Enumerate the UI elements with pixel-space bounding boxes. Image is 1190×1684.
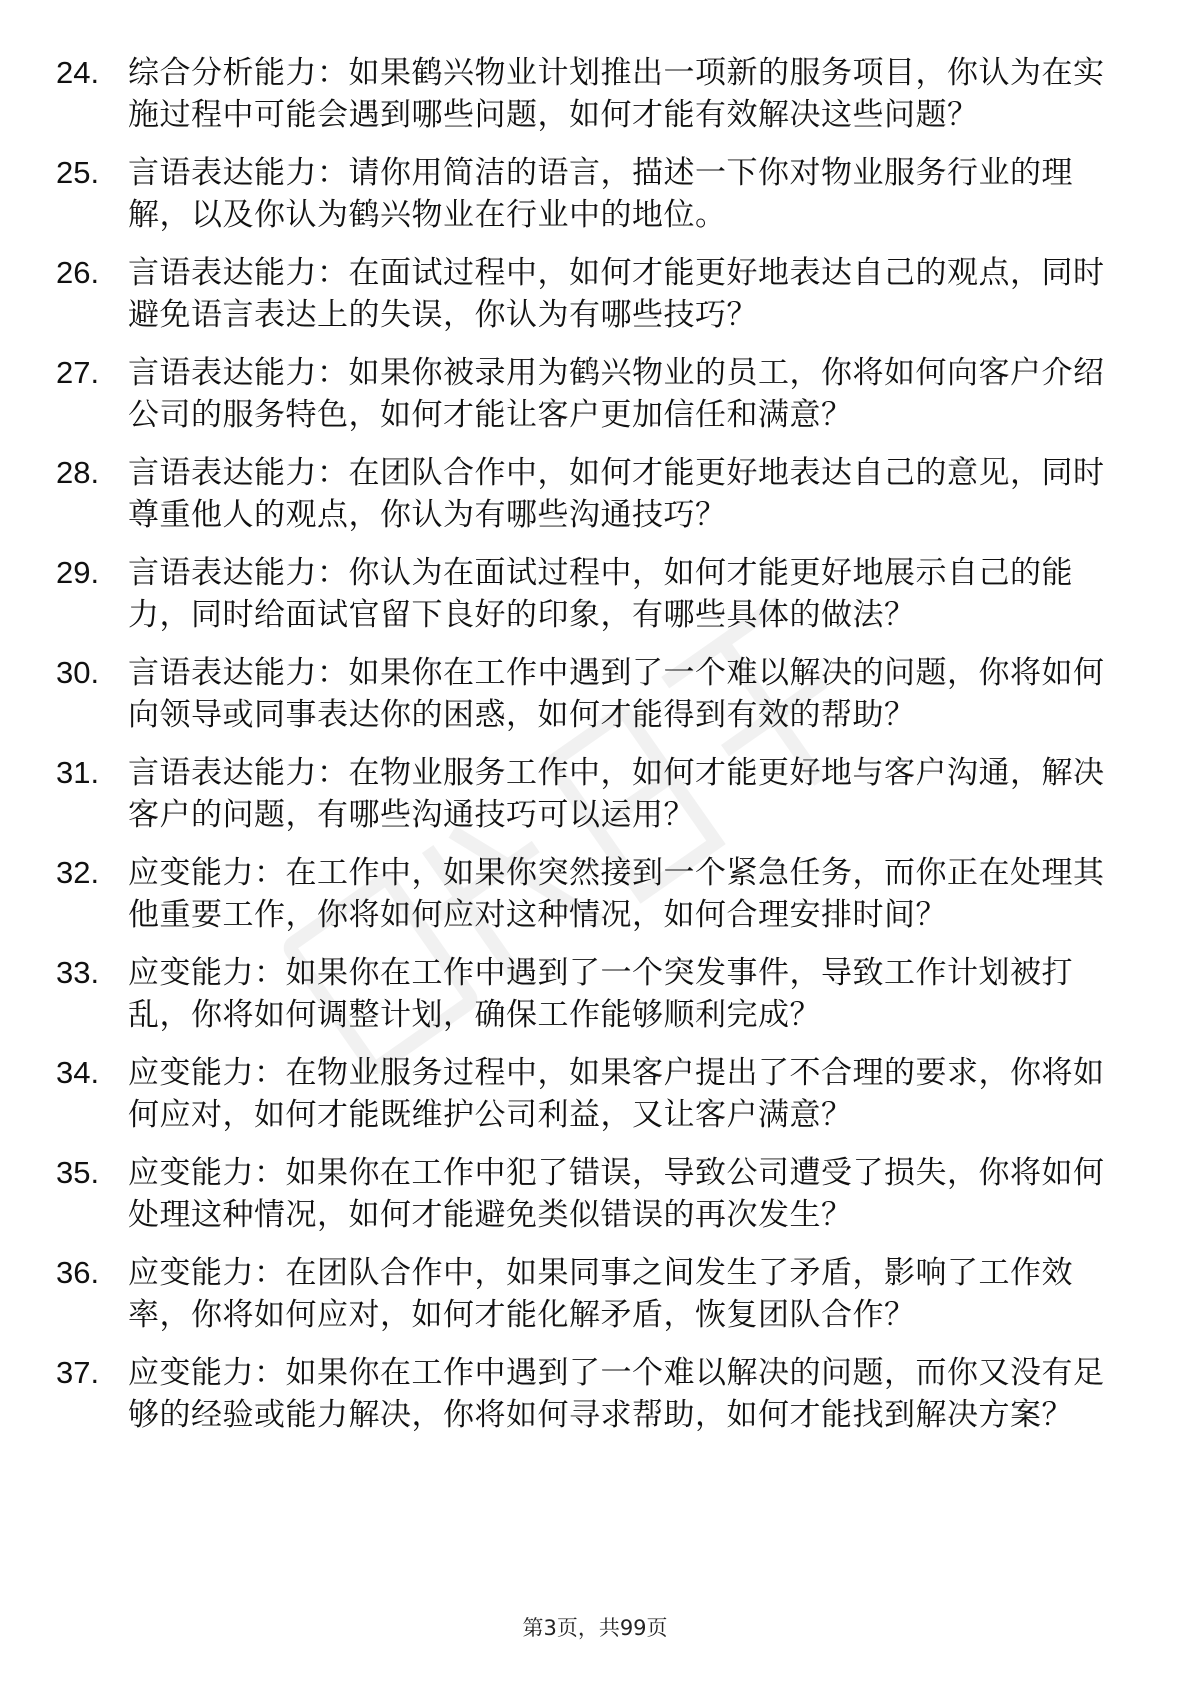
question-number: 33.: [56, 955, 100, 990]
question-item-24: [56, 52, 1106, 136]
question-number: 37.: [56, 1355, 100, 1390]
question-text: 言语表达能力：请你用简洁的语言，描述一下你对物业服务行业的理解，以及你认为鹤兴物业在行业中的地位。: [128, 155, 1073, 233]
question-text: 应变能力：在工作中，如果你突然接到一个紧急任务，而你正在处理其他重要工作，你将如何应对这种情况，如何合理安排时间？: [128, 855, 1105, 933]
question-number: 27.: [56, 355, 100, 390]
question-text: 言语表达能力：在面试过程中，如何才能更好地表达自己的观点，同时避免语言表达上的失误，你认为有哪些技巧？: [128, 255, 1105, 333]
question-number: 26.: [56, 255, 100, 290]
question-item-32: [56, 852, 1106, 936]
question-item-25: [56, 152, 1106, 236]
question-number: 24.: [56, 55, 100, 90]
question-number: 34.: [56, 1055, 100, 1090]
question-number: 36.: [56, 1255, 100, 1290]
question-item-35: [56, 1152, 1106, 1236]
question-number: 35.: [56, 1155, 100, 1190]
question-item-27: [56, 352, 1106, 436]
question-item-36: [56, 1252, 1106, 1336]
question-number: 25.: [56, 155, 100, 190]
question-number: 32.: [56, 855, 100, 890]
question-item-34: [56, 1052, 1106, 1136]
question-item-28: [56, 452, 1106, 536]
question-item-31: [56, 752, 1106, 836]
question-number: 30.: [56, 655, 100, 690]
question-text: 言语表达能力：如果你被录用为鹤兴物业的员工，你将如何向客户介绍公司的服务特色，如何才能让客户更加信任和满意？: [128, 355, 1105, 433]
question-text: 综合分析能力：如果鹤兴物业计划推出一项新的服务项目，你认为在实施过程中可能会遇到哪些问题，如何才能有效解决这些问题？: [128, 55, 1105, 133]
question-item-29: [56, 552, 1106, 636]
question-item-33: [56, 952, 1106, 1036]
question-text: 应变能力：如果你在工作中犯了错误，导致公司遭受了损失，你将如何处理这种情况，如何才能避免类似错误的再次发生？: [128, 1155, 1105, 1233]
question-text: 言语表达能力：如果你在工作中遇到了一个难以解决的问题，你将如何向领导或同事表达你的困惑，如何才能得到有效的帮助？: [128, 655, 1105, 733]
question-number: 28.: [56, 455, 100, 490]
question-text: 应变能力：如果你在工作中遇到了一个突发事件，导致工作计划被打乱，你将如何调整计划，确保工作能够顺利完成？: [128, 955, 1073, 1033]
question-text: 言语表达能力：在物业服务工作中，如何才能更好地与客户沟通，解决客户的问题，有哪些沟通技巧可以运用？: [128, 755, 1105, 833]
question-text: 言语表达能力：在团队合作中，如何才能更好地表达自己的意见，同时尊重他人的观点，你认为有哪些沟通技巧？: [128, 455, 1105, 533]
question-number: 29.: [56, 555, 100, 590]
question-list: [56, 52, 1106, 1452]
question-text: 应变能力：在团队合作中，如果同事之间发生了矛盾，影响了工作效率，你将如何应对，如何才能化解矛盾，恢复团队合作？: [128, 1255, 1073, 1333]
question-text: 应变能力：在物业服务过程中，如果客户提出了不合理的要求，你将如何应对，如何才能既维护公司利益，又让客户满意？: [128, 1055, 1105, 1133]
question-item-30: [56, 652, 1106, 736]
question-item-26: [56, 252, 1106, 336]
question-item-37: [56, 1352, 1106, 1436]
question-text: 言语表达能力：你认为在面试过程中，如何才能更好地展示自己的能力，同时给面试官留下良好的印象，有哪些具体的做法？: [128, 555, 1073, 633]
page-number-footer: 第3页，共99页: [522, 1616, 668, 1640]
question-text: 应变能力：如果你在工作中遇到了一个难以解决的问题，而你又没有足够的经验或能力解决，你将如何寻求帮助，如何才能找到解决方案？: [128, 1355, 1105, 1433]
question-number: 31.: [56, 755, 100, 790]
